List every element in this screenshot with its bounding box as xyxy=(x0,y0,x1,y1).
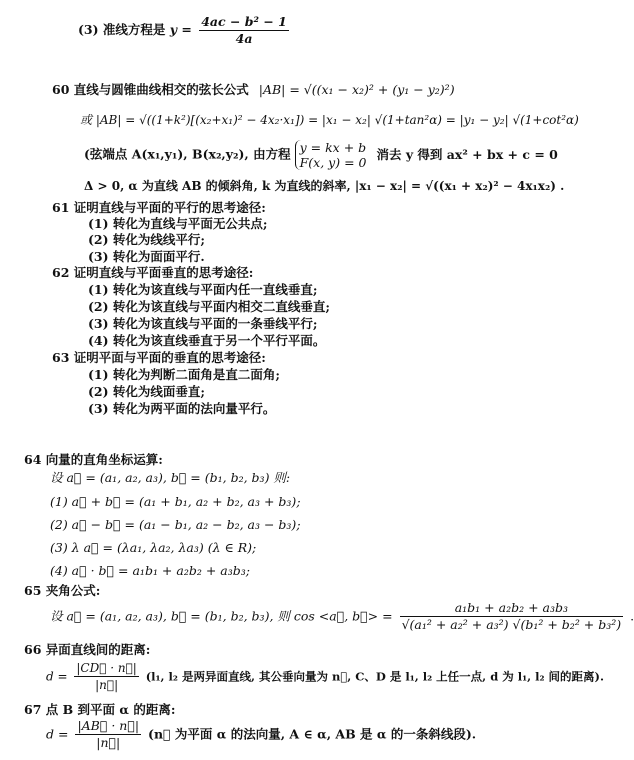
s62-item: (2) 转化为该直线与平面内相交二直线垂直; xyxy=(88,299,330,314)
s60-eliminate-text: 消去 y 得到 ax² + bx + c = 0 xyxy=(376,146,558,162)
s60-formula-1: |AB| = √((x₁ − x₂)² + (y₁ − y₂)²) xyxy=(258,82,455,97)
s60-formula-3 xyxy=(84,140,558,170)
s61-item: (2) 转化为线线平行; xyxy=(88,232,205,247)
s67-title: 67 点 B 到平面 α 的距离: xyxy=(24,702,176,717)
s66-numerator: |CD⃗ · n⃗| xyxy=(76,661,137,675)
s63-item: (3) 转化为两平面的法向量平行。 xyxy=(88,401,276,416)
s65-numerator: a₁b₁ + a₂b₂ + a₃b₃ xyxy=(400,600,624,617)
s67-description: (n⃗ 为平面 α 的法向量, A ∈ α, AB 是 α 的一条斜线段). xyxy=(148,726,477,742)
directrix-numerator: 4ac − b² − 1 xyxy=(201,14,287,29)
s66-description: (l₁, l₂ 是两异面直线, 其公垂向量为 n⃗, C、D 是 l₁, l₂ 上任一点, d 为 l₁, l₂ 间的距离). xyxy=(145,669,605,684)
s66-formula xyxy=(46,660,604,693)
s60-formula-4: Δ > 0, α 为直线 AB 的倾斜角, k 为直线的斜率, |x₁ − x₂| = √((x₁ + x₂)² − 4x₁x₂) . xyxy=(84,179,565,193)
s66-eq: d = xyxy=(46,669,68,684)
directrix-denominator: 4a xyxy=(235,31,253,46)
s67-formula xyxy=(46,718,476,751)
s64-item: (4) a⃗ · b⃗ = a₁b₁ + a₂b₂ + a₃b₃; xyxy=(50,563,250,578)
s60-system-eq1: y = kx + b xyxy=(299,140,367,155)
s61-title: 61 证明直线与平面的平行的思考途径: xyxy=(52,200,266,215)
s66-fraction xyxy=(74,660,138,693)
s67-numerator: |AB⃗ · n⃗| xyxy=(77,718,140,733)
s60-header xyxy=(52,82,455,98)
s65-denominator: √(a₁² + a₂² + a₃²) √(b₁² + b₂² + b₃²) xyxy=(401,617,622,632)
s63-item: (2) 转化为线面垂直; xyxy=(88,384,205,399)
s65-title: 65 夹角公式: xyxy=(24,583,101,598)
s62-item: (4) 转化为该直线垂直于另一个平行平面。 xyxy=(88,333,326,348)
s64-title: 64 向量的直角坐标运算: xyxy=(24,452,163,467)
s64-definition: 设 a⃗ = (a₁, a₂, a₃), b⃗ = (b₁, b₂, b₃) 则: xyxy=(50,470,291,485)
directrix-fraction xyxy=(199,14,289,47)
s62-title: 62 证明直线与平面垂直的思考途径: xyxy=(52,265,254,280)
s66-denominator: |n⃗| xyxy=(95,678,119,692)
s60-endpoint-text: (弦端点 A(x₁,y₁), B(x₂,y₂), 由方程 xyxy=(84,146,291,162)
s65-formula: 设 a⃗ = (a₁, a₂, a₃), b⃗ = (b₁, b₂, b₃), 则 cos <a⃗, b⃗> = $\frac{\text{a₁b₁ + a₂b₂ + a₃b₃}}{\text{√(a₁² + a₂² + a₃²) √(b₁² + b₂² + b₃²)}}$ . xyxy=(50,600,634,632)
s67-fraction xyxy=(75,718,141,751)
s61-item: (3) 转化为面面平行. xyxy=(88,249,205,264)
directrix-eq: y = xyxy=(169,22,192,37)
s65-fraction xyxy=(400,600,624,633)
s64-item: (3) λ a⃗ = (λa₁, λa₂, λa₃) (λ ∈ R); xyxy=(50,540,257,555)
s63-title: 63 证明平面与平面的垂直的思考途径: xyxy=(52,350,266,365)
s62-item: (3) 转化为该直线与平面的一条垂线平行; xyxy=(88,316,318,331)
directrix-label: (3) 准线方程是 xyxy=(78,22,166,37)
s66-title: 66 异面直线间的距离: xyxy=(24,642,151,657)
s60-system xyxy=(295,140,367,170)
s64-item: (2) a⃗ − b⃗ = (a₁ − b₁, a₂ − b₂, a₃ − b₃); xyxy=(50,517,301,532)
s64-item: (1) a⃗ + b⃗ = (a₁ + b₁, a₂ + b₂, a₃ + b₃); xyxy=(50,494,301,509)
s60-title: 60 直线与圆锥曲线相交的弦长公式 xyxy=(52,82,249,97)
directrix-line xyxy=(78,14,292,47)
s63-item: (1) 转化为判断二面角是直二面角; xyxy=(88,367,280,382)
s62-item: (1) 转化为该直线与平面内任一直线垂直; xyxy=(88,282,318,297)
s67-denominator: |n⃗| xyxy=(96,735,121,750)
s61-item: (1) 转化为直线与平面无公共点; xyxy=(88,216,268,231)
s67-eq: d = xyxy=(46,726,69,742)
s60-formula-2: 或 |AB| = √((1+k²)[(x₂+x₁)² − 4x₂·x₁]) = |x₁ − x₂| √(1+tan²α) = |y₁ − y₂| √(1+cot²α) xyxy=(80,113,579,127)
s65-prefix: 设 a⃗ = (a₁, a₂, a₃), b⃗ = (b₁, b₂, b₃), 则 cos <a⃗, b⃗> = xyxy=(50,608,393,624)
s60-system-eq2: F(x, y) = 0 xyxy=(299,155,367,170)
